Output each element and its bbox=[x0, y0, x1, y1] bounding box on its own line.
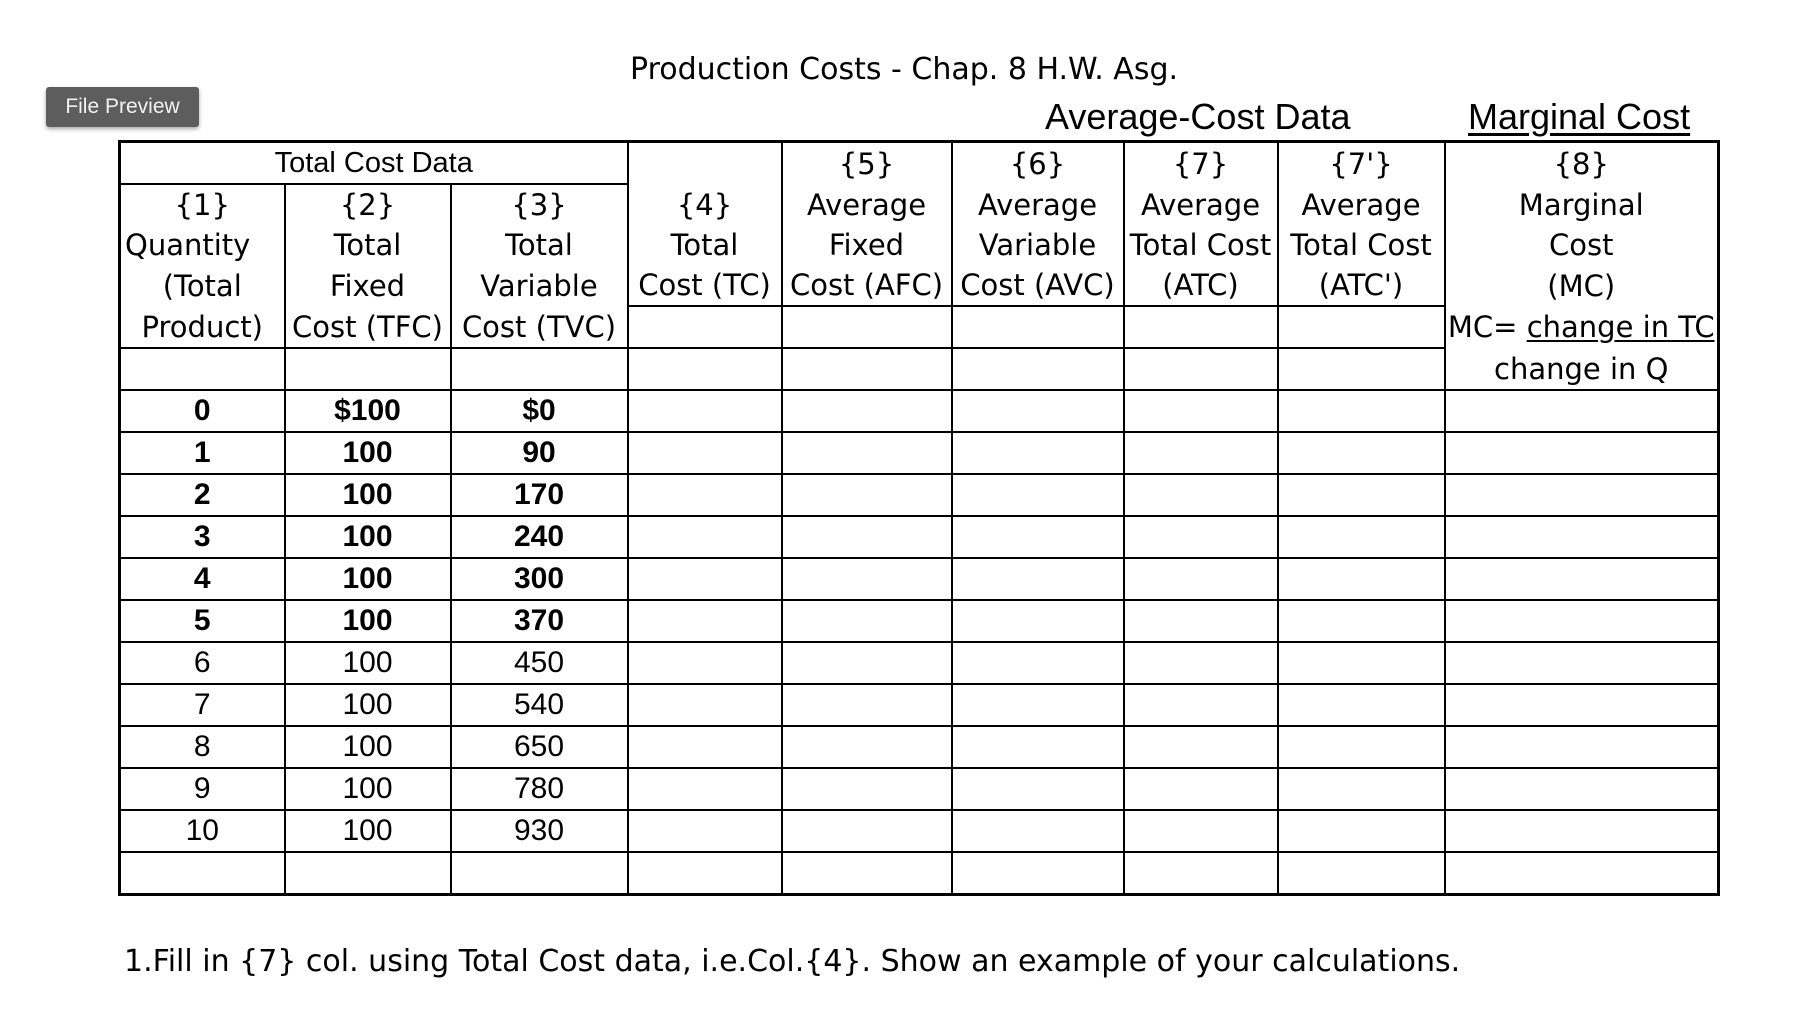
atc-prime-cell bbox=[1278, 516, 1445, 558]
c1-header-2: (Total bbox=[120, 265, 285, 306]
atc-cell bbox=[1124, 768, 1278, 810]
atc-prime-cell bbox=[1278, 684, 1445, 726]
header-cell bbox=[1278, 306, 1445, 348]
quantity-cell: 10 bbox=[120, 810, 285, 852]
header-cell bbox=[952, 348, 1124, 390]
header-cell bbox=[952, 306, 1124, 348]
tfc-cell: 100 bbox=[285, 600, 451, 642]
afc-cell bbox=[782, 726, 952, 768]
c8-header-3: (MC) bbox=[1445, 265, 1719, 306]
avc-cell bbox=[952, 516, 1124, 558]
c6-header-0: {6} bbox=[952, 142, 1124, 185]
mc-cell bbox=[1445, 768, 1719, 810]
c1-header-3: Product) bbox=[120, 306, 285, 348]
afc-cell bbox=[782, 600, 952, 642]
quantity-cell: 9 bbox=[120, 768, 285, 810]
avc-cell bbox=[952, 684, 1124, 726]
tfc-cell: 100 bbox=[285, 474, 451, 516]
tvc-cell: 930 bbox=[451, 810, 628, 852]
quantity-cell: 8 bbox=[120, 726, 285, 768]
instruction-text: 1.Fill in {7} col. using Total Cost data, i.e.Col.{4}. Show an example of your calculations. bbox=[124, 944, 1461, 979]
afc-cell bbox=[782, 684, 952, 726]
header-cell bbox=[451, 348, 628, 390]
afc-cell bbox=[782, 768, 952, 810]
atc-cell bbox=[1124, 516, 1278, 558]
header-cell bbox=[628, 348, 782, 390]
atc-cell bbox=[1124, 558, 1278, 600]
quantity-cell: 4 bbox=[120, 558, 285, 600]
atc-cell bbox=[1124, 726, 1278, 768]
c6-header-2: Variable bbox=[952, 225, 1124, 265]
mc-cell bbox=[1445, 390, 1719, 432]
table-row bbox=[120, 852, 1719, 895]
c4-header-0: {4} bbox=[628, 184, 782, 225]
table-row bbox=[120, 810, 1719, 852]
c2-header-0: {2} bbox=[285, 184, 451, 225]
table-row bbox=[120, 558, 1719, 600]
header-cell bbox=[782, 348, 952, 390]
afc-cell bbox=[782, 810, 952, 852]
avc-cell bbox=[952, 474, 1124, 516]
tfc-cell: 100 bbox=[285, 810, 451, 852]
c4-header-2: Cost (TC) bbox=[628, 265, 782, 306]
tfc-cell: 100 bbox=[285, 516, 451, 558]
empty-cell bbox=[628, 852, 782, 895]
empty-cell bbox=[952, 852, 1124, 895]
c7-header-0: {7} bbox=[1124, 142, 1278, 185]
tvc-cell: $0 bbox=[451, 390, 628, 432]
mc-cell bbox=[1445, 474, 1719, 516]
atc-cell bbox=[1124, 642, 1278, 684]
tvc-cell: 650 bbox=[451, 726, 628, 768]
tvc-cell: 450 bbox=[451, 642, 628, 684]
atc-cell bbox=[1124, 390, 1278, 432]
avc-cell bbox=[952, 726, 1124, 768]
table-row bbox=[120, 642, 1719, 684]
c5-header-1: Average bbox=[782, 184, 952, 225]
tc-cell bbox=[628, 726, 782, 768]
tc-cell bbox=[628, 516, 782, 558]
c8-header-0: {8} bbox=[1445, 142, 1719, 185]
c3-header-1: Total bbox=[451, 225, 628, 265]
table-row bbox=[120, 726, 1719, 768]
atc-prime-cell bbox=[1278, 558, 1445, 600]
header-cell bbox=[1124, 348, 1278, 390]
mc-formula-prefix: MC= bbox=[1447, 310, 1518, 344]
tfc-cell: 100 bbox=[285, 642, 451, 684]
atc-cell bbox=[1124, 432, 1278, 474]
c7p-header-3: (ATC') bbox=[1278, 265, 1445, 306]
c3-header-0: {3} bbox=[451, 184, 628, 225]
afc-cell bbox=[782, 390, 952, 432]
c5-header-3: Cost (AFC) bbox=[782, 265, 952, 306]
mc-cell bbox=[1445, 516, 1719, 558]
empty-cell bbox=[285, 852, 451, 895]
atc-cell bbox=[1124, 600, 1278, 642]
avc-cell bbox=[952, 600, 1124, 642]
file-preview-button[interactable]: File Preview bbox=[46, 87, 199, 127]
table-row bbox=[120, 432, 1719, 474]
document-title: Production Costs - Chap. 8 H.W. Asg. bbox=[630, 52, 1179, 87]
atc-prime-cell bbox=[1278, 600, 1445, 642]
c7p-header-1: Average bbox=[1278, 184, 1445, 225]
c1-header-0: {1} bbox=[120, 184, 285, 225]
atc-cell bbox=[1124, 474, 1278, 516]
table-row bbox=[120, 600, 1719, 642]
c6-header-3: Cost (AVC) bbox=[952, 265, 1124, 306]
mc-cell bbox=[1445, 558, 1719, 600]
c3-header-2: Variable bbox=[451, 265, 628, 306]
c7p-header-2: Total Cost bbox=[1278, 225, 1445, 265]
tvc-cell: 540 bbox=[451, 684, 628, 726]
c2-header-1: Total bbox=[285, 225, 451, 265]
c5-header-0: {5} bbox=[782, 142, 952, 185]
total-cost-data-header: Total Cost Data bbox=[120, 142, 628, 185]
quantity-cell: 7 bbox=[120, 684, 285, 726]
c7-header-3: (ATC) bbox=[1124, 265, 1278, 306]
atc-cell bbox=[1124, 684, 1278, 726]
c2-header-3: Cost (TFC) bbox=[285, 306, 451, 348]
mc-formula-denominator: change in Q bbox=[1445, 348, 1719, 390]
c8-header-1: Marginal bbox=[1445, 184, 1719, 225]
afc-cell bbox=[782, 642, 952, 684]
avc-cell bbox=[952, 768, 1124, 810]
tc-cell bbox=[628, 810, 782, 852]
production-costs-table bbox=[118, 140, 1720, 896]
tc-cell bbox=[628, 390, 782, 432]
mc-cell bbox=[1445, 726, 1719, 768]
avc-cell bbox=[952, 432, 1124, 474]
empty-cell bbox=[120, 852, 285, 895]
empty-cell bbox=[451, 852, 628, 895]
header-cell bbox=[782, 306, 952, 348]
empty-cell bbox=[1445, 852, 1719, 895]
empty-cell bbox=[1278, 852, 1445, 895]
afc-cell bbox=[782, 558, 952, 600]
table-row bbox=[120, 684, 1719, 726]
afc-cell bbox=[782, 474, 952, 516]
tc-cell bbox=[628, 474, 782, 516]
tc-cell bbox=[628, 432, 782, 474]
c8-header-2: Cost bbox=[1445, 225, 1719, 265]
mc-formula bbox=[1445, 306, 1719, 348]
mc-cell bbox=[1445, 684, 1719, 726]
c7-header-1: Average bbox=[1124, 184, 1278, 225]
avc-cell bbox=[952, 810, 1124, 852]
c4-header-1: Total bbox=[628, 225, 782, 265]
avc-cell bbox=[952, 390, 1124, 432]
tvc-cell: 240 bbox=[451, 516, 628, 558]
tfc-cell: 100 bbox=[285, 726, 451, 768]
tfc-cell: 100 bbox=[285, 432, 451, 474]
header-cell bbox=[628, 306, 782, 348]
afc-cell bbox=[782, 516, 952, 558]
c6-header-1: Average bbox=[952, 184, 1124, 225]
tc-cell bbox=[628, 768, 782, 810]
mc-cell bbox=[1445, 600, 1719, 642]
table-row bbox=[120, 768, 1719, 810]
table-row bbox=[120, 474, 1719, 516]
afc-cell bbox=[782, 432, 952, 474]
tfc-cell: 100 bbox=[285, 558, 451, 600]
tvc-cell: 780 bbox=[451, 768, 628, 810]
quantity-cell: 0 bbox=[120, 390, 285, 432]
tc-cell bbox=[628, 684, 782, 726]
atc-prime-cell bbox=[1278, 810, 1445, 852]
tc-cell bbox=[628, 642, 782, 684]
c2-header-2: Fixed bbox=[285, 265, 451, 306]
table-row bbox=[120, 516, 1719, 558]
tfc-cell: $100 bbox=[285, 390, 451, 432]
mc-cell bbox=[1445, 642, 1719, 684]
avc-cell bbox=[952, 558, 1124, 600]
quantity-cell: 5 bbox=[120, 600, 285, 642]
header-cell bbox=[1278, 348, 1445, 390]
tvc-cell: 370 bbox=[451, 600, 628, 642]
quantity-cell: 6 bbox=[120, 642, 285, 684]
atc-prime-cell bbox=[1278, 642, 1445, 684]
header-cell bbox=[1124, 306, 1278, 348]
tc-cell bbox=[628, 558, 782, 600]
empty-cell bbox=[782, 852, 952, 895]
tvc-cell: 170 bbox=[451, 474, 628, 516]
avc-cell bbox=[952, 642, 1124, 684]
empty-cell bbox=[1124, 852, 1278, 895]
tc-cell bbox=[628, 600, 782, 642]
quantity-cell: 1 bbox=[120, 432, 285, 474]
atc-prime-cell bbox=[1278, 768, 1445, 810]
average-cost-data-heading: Average-Cost Data bbox=[1045, 96, 1351, 137]
header-cell bbox=[120, 348, 285, 390]
c7p-header-0: {7'} bbox=[1278, 142, 1445, 185]
mc-cell bbox=[1445, 432, 1719, 474]
quantity-cell: 3 bbox=[120, 516, 285, 558]
header-cell bbox=[285, 348, 451, 390]
atc-cell bbox=[1124, 810, 1278, 852]
tfc-cell: 100 bbox=[285, 768, 451, 810]
c3-header-3: Cost (TVC) bbox=[451, 306, 628, 348]
c7-header-2: Total Cost bbox=[1124, 225, 1278, 265]
quantity-cell: 2 bbox=[120, 474, 285, 516]
c1-header-1: Quantity bbox=[120, 225, 285, 265]
atc-prime-cell bbox=[1278, 390, 1445, 432]
tvc-cell: 90 bbox=[451, 432, 628, 474]
atc-prime-cell bbox=[1278, 474, 1445, 516]
atc-prime-cell bbox=[1278, 432, 1445, 474]
atc-prime-cell bbox=[1278, 726, 1445, 768]
mc-cell bbox=[1445, 810, 1719, 852]
table-row bbox=[120, 390, 1719, 432]
tfc-cell: 100 bbox=[285, 684, 451, 726]
tvc-cell: 300 bbox=[451, 558, 628, 600]
mc-formula-numerator: change in TC bbox=[1526, 310, 1715, 344]
header-cell-blank-c4 bbox=[628, 142, 782, 185]
marginal-cost-heading: Marginal Cost bbox=[1468, 96, 1691, 137]
c5-header-2: Fixed bbox=[782, 225, 952, 265]
